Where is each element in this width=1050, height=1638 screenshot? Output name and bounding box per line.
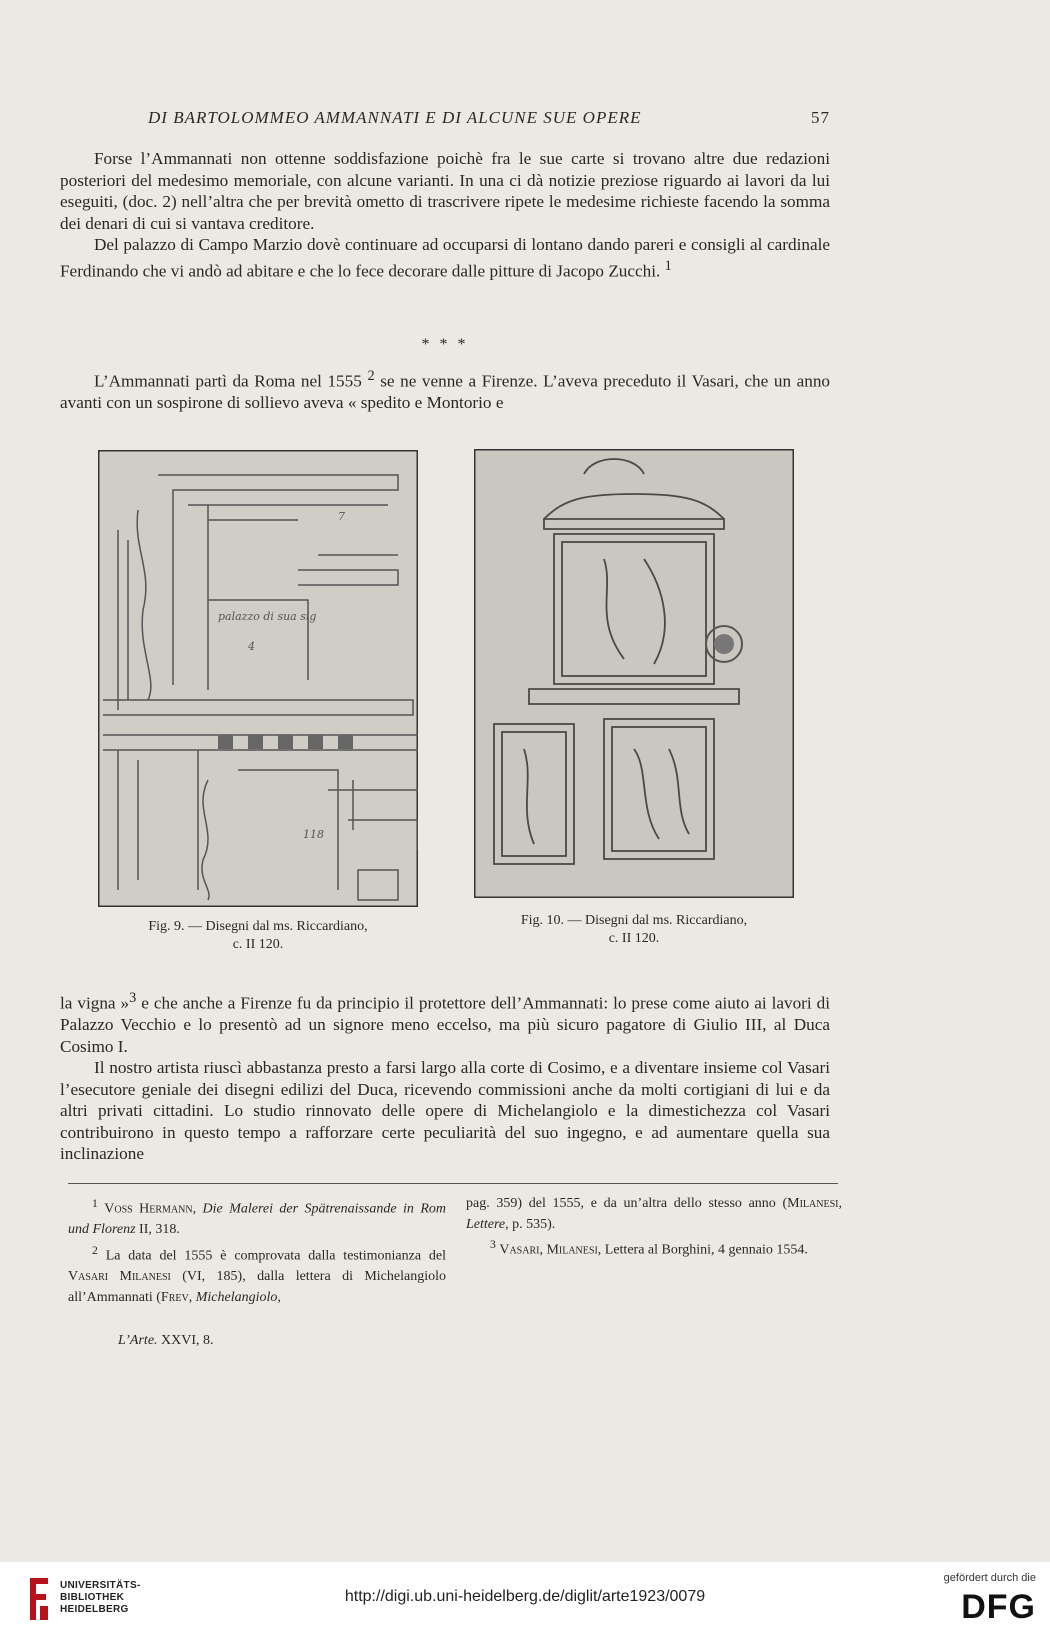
paragraph-4 [60, 988, 830, 1057]
footnote-2-title: Michelangiolo, [195, 1289, 281, 1305]
body-text-bottom [60, 988, 830, 1165]
figure-10-caption-line-2: c. II 120. [608, 931, 660, 946]
dfg-logo: DFG [961, 1588, 1036, 1626]
footnote-2-author-1: Vasari Milanesi [68, 1269, 171, 1285]
viewer-footer [0, 1562, 1050, 1638]
svg-text:palazzo di sua sig: palazzo di sua sig [218, 610, 317, 623]
library-name-line-3: HEIDELBERG [60, 1604, 129, 1615]
footnotes-right-column [466, 1194, 842, 1261]
paragraph-3 [60, 366, 830, 414]
footnote-ref-1: 1 [664, 257, 672, 274]
section-separator: * * * [421, 336, 469, 353]
footnote-3-text: Lettera al Borghini, 4 gennaio 1554. [604, 1242, 808, 1258]
footnote-1-number: 1 [92, 1197, 98, 1210]
footnote-2-author-3: Milanesi, [787, 1196, 842, 1211]
issue-signature [118, 1333, 214, 1349]
footnote-3 [466, 1235, 842, 1261]
journal-name: L’Arte. [118, 1333, 158, 1348]
svg-text:4: 4 [248, 640, 255, 653]
footnote-divider [68, 1183, 838, 1184]
paragraph-5: Il nostro artista riuscì abbastanza presto a farsi largo alla corte di Cosimo, e a diventare insieme col Vasari l’esecutore geniale dei disegni edilizi del Duca, ricevendo commissioni anche da molti cortigiani di lui e da altri privati cittadini. Lo studio rinnovato delle opere di Michelangiolo e la dimestichezza col Vasari contribuirono in questo tempo a rafforzare certe peculiarità del suo ingegno, e ad aumentare quella sua inclinazione [60, 1058, 830, 1164]
body-text-top [60, 148, 830, 282]
footnote-1-author: Voss Hermann, [104, 1201, 197, 1217]
footnotes-left-column [68, 1194, 446, 1308]
footnote-3-number: 3 [490, 1238, 496, 1252]
paragraph-1: Forse l’Ammannati non ottenne soddisfazione poichè fra le sue carte si trovano altre due redazioni posteriori del medesimo memoriale, con alcune varianti. In una ci dà notizie preziose riguardo ai lavori da lui eseguiti, (doc. 2) nell’altra che per brevità ometto di trascrivere ripete le medesime richieste facendo la somma dei denari di cui si vantava creditore. [60, 149, 830, 233]
footnote-1-rest: II, 318. [139, 1222, 180, 1238]
library-name-line-2: BIBLIOTHEK [60, 1592, 125, 1603]
body-text-middle [60, 366, 830, 414]
footnote-ref-2: 2 [367, 368, 375, 384]
footnote-2-title-2: Lettere, [466, 1216, 509, 1232]
footnote-2 [68, 1241, 446, 1308]
figure-9-caption-line-1: Fig. 9. — Disegni dal ms. Riccardiano, [148, 919, 368, 934]
footnote-2-number: 2 [92, 1243, 98, 1257]
issue-volume: XXVI, 8. [161, 1333, 214, 1348]
footnote-2-text-c: pag. 359) del 1555, e da un’altra dello stesso anno ( [466, 1196, 788, 1211]
paragraph-3-text-a: L’Ammannati partì da Roma nel 1555 [94, 371, 362, 391]
architectural-drawing-1 [98, 450, 418, 907]
figure-10-image [474, 449, 794, 898]
footnote-3-author: Vasari, Milanesi, [499, 1242, 602, 1258]
paragraph-4-text-a: la vigna » [60, 993, 130, 1013]
figure-9-caption [98, 918, 418, 954]
permalink-url[interactable]: http://digi.ub.uni-heidelberg.de/diglit/arte1923/0079 [344, 1588, 706, 1605]
svg-text:118: 118 [303, 828, 324, 841]
library-name-line-1: UNIVERSITÄTS- [60, 1580, 141, 1591]
page-number: 57 [811, 108, 830, 127]
figure-10-caption-line-1: Fig. 10. — Disegni dal ms. Riccardiano, [520, 913, 748, 928]
footnote-2-text-d: p. 535). [512, 1216, 556, 1232]
funding-label: gefördert durch die [943, 1572, 1036, 1584]
figure-10-caption [474, 912, 794, 948]
footnote-2-author-2: Frev, [160, 1289, 193, 1305]
paragraph-4-text-b: e che anche a Firenze fu da principio il protettore dell’Ammannati: lo prese come aiuto ai lavori di Palazzo Vecchio e lo presentò ad un signore meno eccelso, ma più sicuro pagatore di Giulio III, al Duca Cosimo I. [60, 993, 831, 1056]
figure-9-caption-line-2: c. II 120. [232, 937, 284, 952]
footnote-ref-3: 3 [129, 990, 137, 1006]
running-title: DI BARTOLOMMEO AMMANNATI E DI ALCUNE SUE OPERE [148, 108, 642, 127]
svg-text:7: 7 [338, 510, 345, 523]
footnote-2-continued [466, 1194, 842, 1235]
frame-drawings [474, 449, 794, 898]
footnote-2-text-b: (VI, 185), dalla lettera di Michelangiolo all’Ammannati ( [68, 1269, 446, 1305]
footnote-1 [68, 1194, 446, 1241]
paragraph-2 [60, 234, 830, 282]
paragraph-2-text: Del palazzo di Campo Marzio dovè continuare ad occuparsi di lontano dando pareri e consigli al cardinale Ferdinando che vi andò ad abitare e che lo fece decorare dalle pitture di Jacopo Zucchi. [60, 235, 830, 281]
footnote-1-title: Die Malerei der Spätrenaissande in Rom und Florenz [68, 1201, 446, 1238]
figure-9-image [98, 450, 418, 907]
footnote-2-text-a: La data del 1555 è comprovata dalla testimonianza del [105, 1248, 447, 1264]
paragraph-3-text-b: se ne venne a Firenze. L’aveva preceduto il Vasari, che un anno avanti con un sospirone di sollievo aveva « spedito e Montorio e [60, 371, 831, 413]
